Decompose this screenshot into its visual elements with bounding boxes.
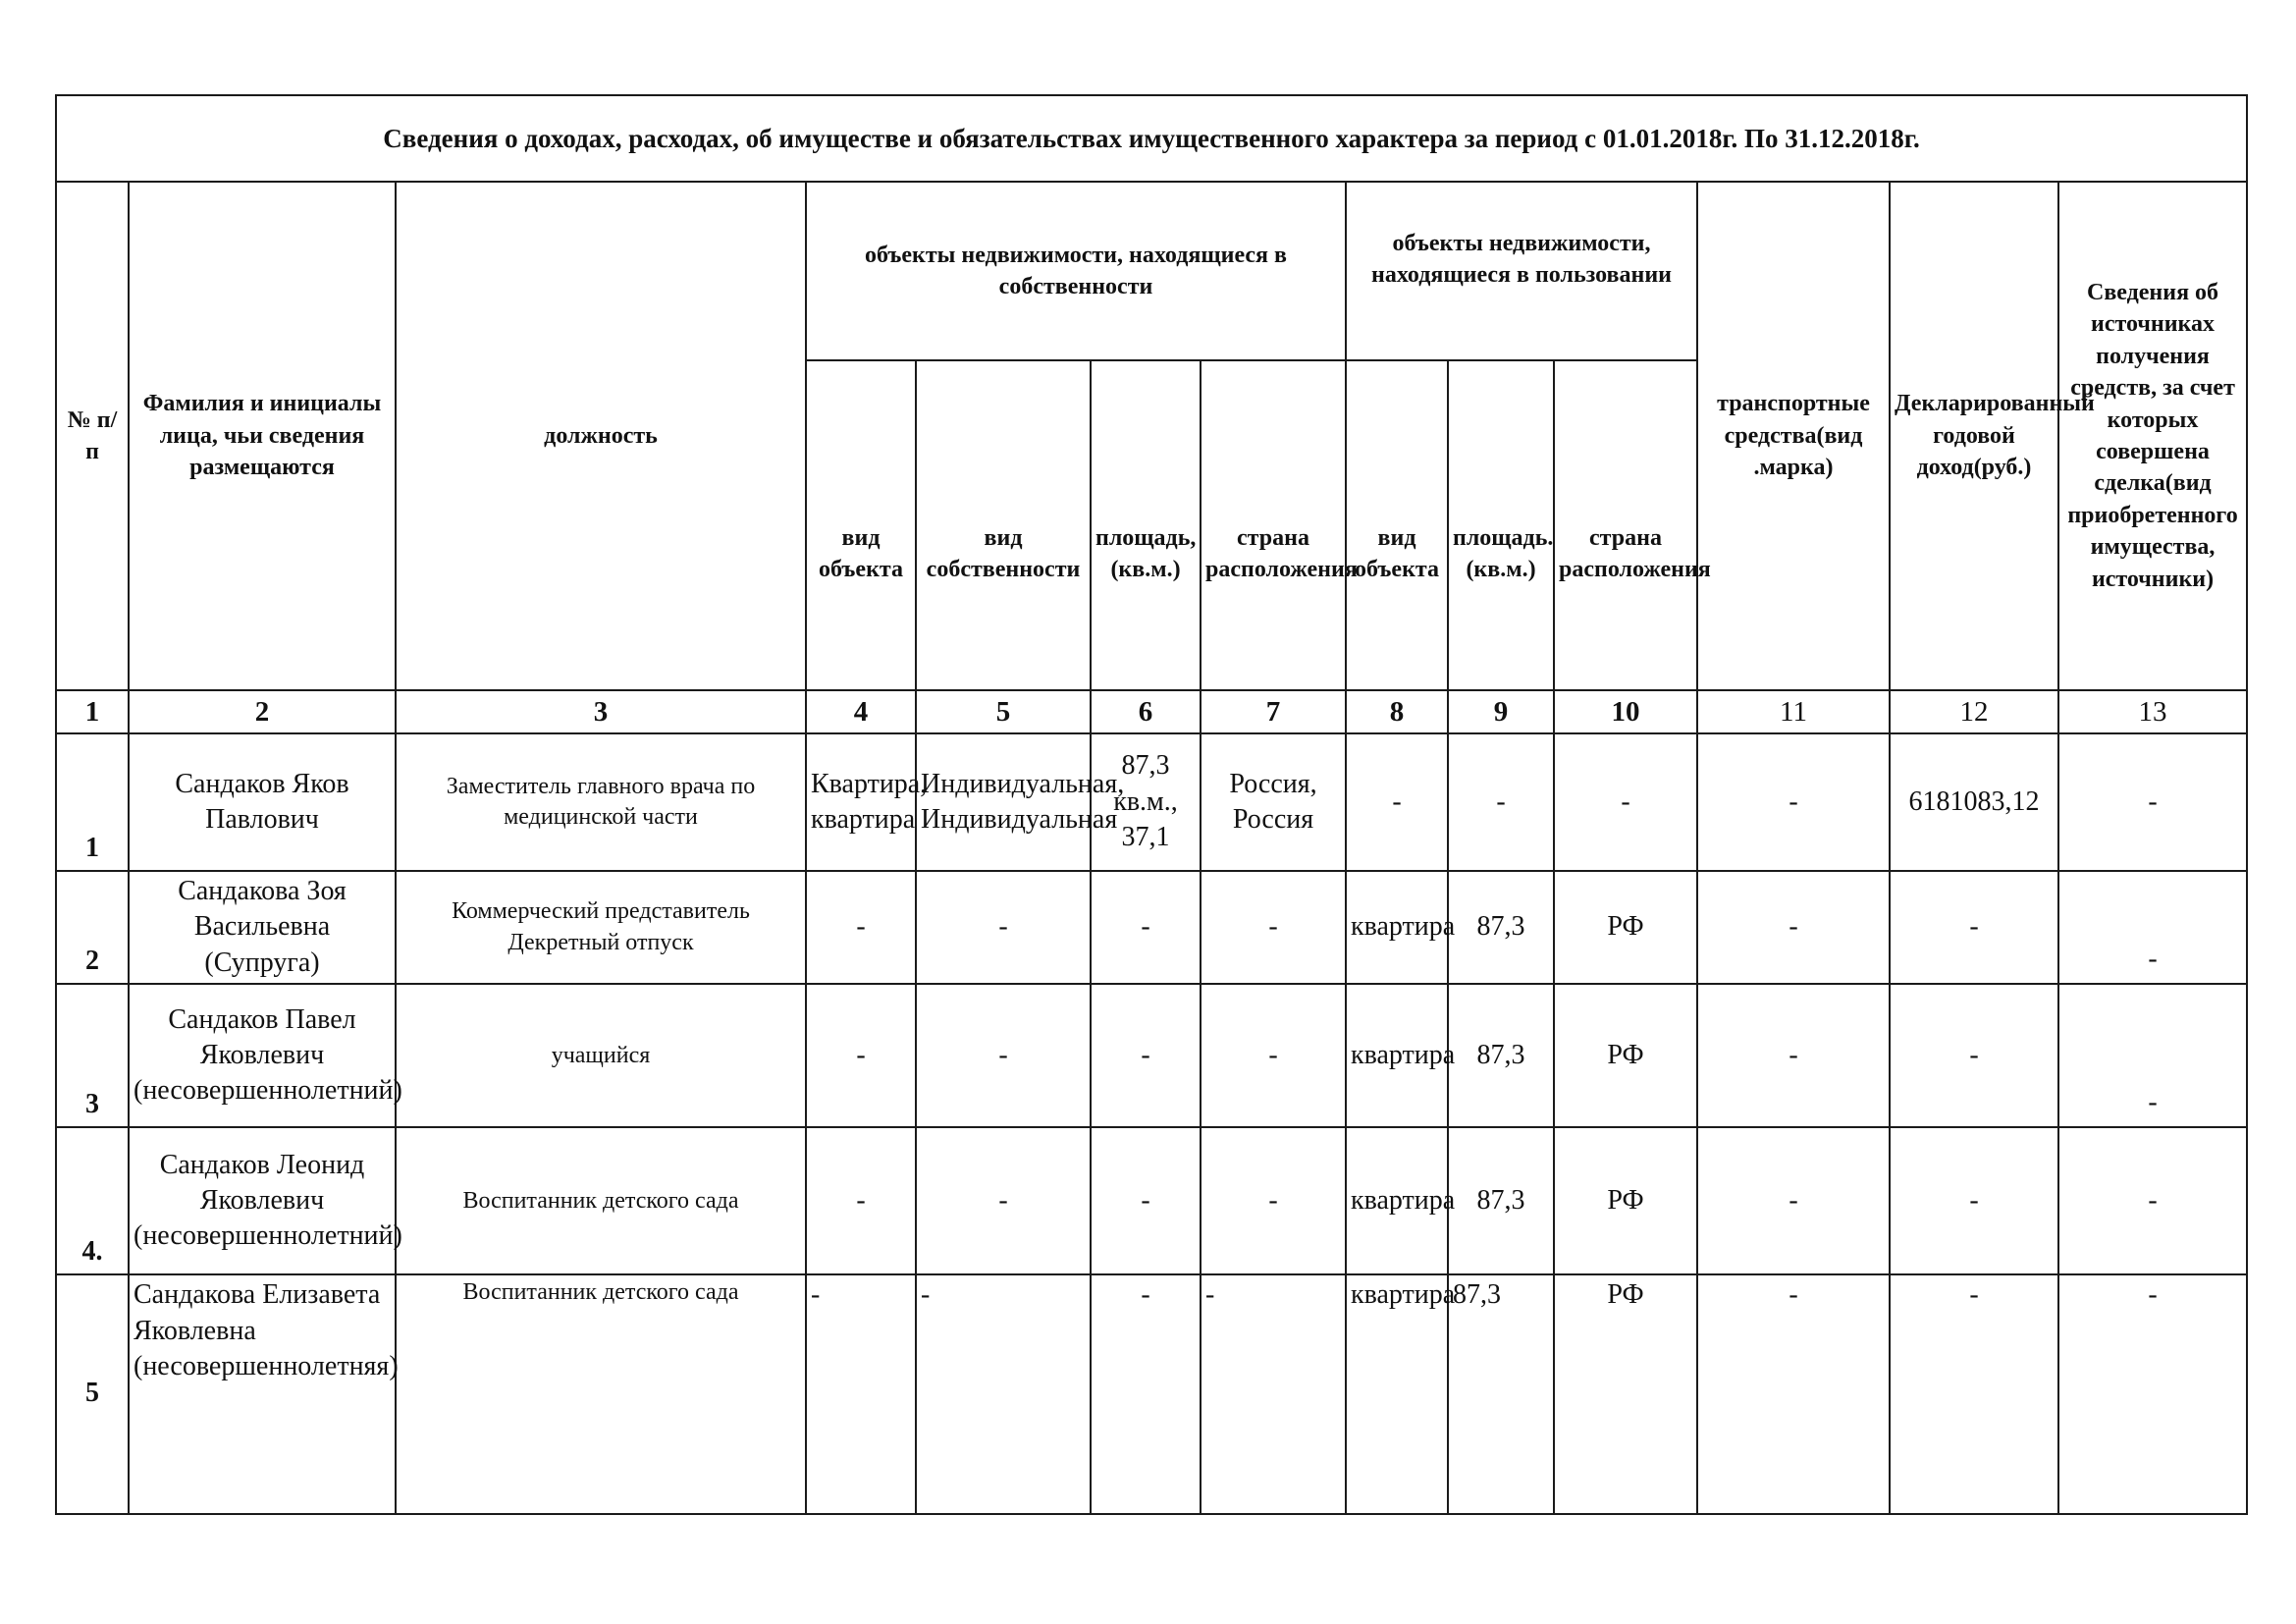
funds-sources: - <box>2058 733 2247 871</box>
used-object-type: - <box>1346 733 1448 871</box>
column-number: 2 <box>129 690 396 733</box>
header-owned-group: объекты недвижимости, находящиеся в собственности <box>806 182 1346 360</box>
header-owned-area: площадь, (кв.м.) <box>1091 360 1201 690</box>
column-number: 5 <box>916 690 1091 733</box>
owned-country: - <box>1201 871 1346 984</box>
person-name: Сандаков Леонид Яковлевич (несовершеннолетний) <box>129 1127 396 1274</box>
owned-area: 87,3 кв.м., 37,1 <box>1091 733 1201 871</box>
column-number: 1 <box>56 690 129 733</box>
row-index: 5 <box>56 1274 129 1514</box>
used-area: 87,3 <box>1448 1127 1554 1274</box>
owned-object-type: - <box>806 1127 916 1274</box>
used-object-type: квартира <box>1346 984 1448 1127</box>
header-income: Декларированный годовой доход(руб.) <box>1890 182 2058 690</box>
owned-area: - <box>1091 871 1201 984</box>
owned-ownership-type: - <box>916 871 1091 984</box>
declaration-sheet <box>55 94 2246 1547</box>
vehicles: - <box>1697 1127 1890 1274</box>
title-row <box>56 95 2247 182</box>
vehicles: - <box>1697 733 1890 871</box>
header-owned-country: страна расположения <box>1201 360 1346 690</box>
table-row <box>56 984 2247 1127</box>
column-number: 9 <box>1448 690 1554 733</box>
column-number-row <box>56 690 2247 733</box>
person-position: Воспитанник детского сада <box>396 1127 806 1274</box>
column-number: 8 <box>1346 690 1448 733</box>
owned-ownership-type: Индивидуальная, Индивидуальная <box>916 733 1091 871</box>
person-position: Заместитель главного врача по медицинской части <box>396 733 806 871</box>
row-index: 1 <box>56 733 129 871</box>
owned-country: Россия, Россия <box>1201 733 1346 871</box>
income-declaration-table <box>55 94 2248 1515</box>
header-used-group: объекты недвижимости, находящиеся в пользовании <box>1346 182 1697 360</box>
declared-income: - <box>1890 984 2058 1127</box>
used-country: - <box>1554 733 1697 871</box>
owned-country: - <box>1201 1127 1346 1274</box>
table-row <box>56 871 2247 984</box>
row-index: 3 <box>56 984 129 1127</box>
funds-sources: - <box>2058 871 2247 984</box>
funds-sources: - <box>2058 1274 2247 1514</box>
used-object-type: квартира <box>1346 871 1448 984</box>
header-position: должность <box>396 182 806 690</box>
owned-ownership-type: - <box>916 1127 1091 1274</box>
declared-income: - <box>1890 1274 2058 1514</box>
column-number: 12 <box>1890 690 2058 733</box>
owned-area: - <box>1091 1274 1201 1514</box>
header-num: № п/п <box>56 182 129 690</box>
table-row <box>56 1274 2247 1514</box>
declared-income: - <box>1890 871 2058 984</box>
person-position: учащийся <box>396 984 806 1127</box>
used-object-type: квартира <box>1346 1127 1448 1274</box>
header-owned-type: вид объекта <box>806 360 916 690</box>
owned-ownership-type: - <box>916 984 1091 1127</box>
column-number: 4 <box>806 690 916 733</box>
used-country: РФ <box>1554 1127 1697 1274</box>
header-used-country: страна расположения <box>1554 360 1697 690</box>
person-name: Сандаков Павел Яковлевич (несовершеннолетний) <box>129 984 396 1127</box>
funds-sources: - <box>2058 1127 2247 1274</box>
declared-income: - <box>1890 1127 2058 1274</box>
used-area: 87,3 <box>1448 1274 1554 1514</box>
declared-income: 6181083,12 <box>1890 733 2058 871</box>
row-index: 2 <box>56 871 129 984</box>
used-country: РФ <box>1554 871 1697 984</box>
owned-object-type: - <box>806 871 916 984</box>
used-area: - <box>1448 733 1554 871</box>
column-number: 11 <box>1697 690 1890 733</box>
owned-country: - <box>1201 1274 1346 1514</box>
person-position: Воспитанник детского сада <box>396 1274 806 1514</box>
vehicles: - <box>1697 984 1890 1127</box>
used-country: РФ <box>1554 984 1697 1127</box>
used-area: 87,3 <box>1448 984 1554 1127</box>
column-number: 3 <box>396 690 806 733</box>
vehicles: - <box>1697 871 1890 984</box>
owned-area: - <box>1091 1127 1201 1274</box>
header-row-1 <box>56 182 2247 360</box>
header-name: Фамилия и инициалы лица, чьи сведения размещаются <box>129 182 396 690</box>
column-number: 6 <box>1091 690 1201 733</box>
header-used-type: вид объекта <box>1346 360 1448 690</box>
used-country: РФ <box>1554 1274 1697 1514</box>
header-used-area: площадь. (кв.м.) <box>1448 360 1554 690</box>
funds-sources: - <box>2058 984 2247 1127</box>
header-vehicles: транспортные средства(вид .марка) <box>1697 182 1890 690</box>
owned-object-type: - <box>806 984 916 1127</box>
owned-object-type: Квартира, квартира <box>806 733 916 871</box>
owned-area: - <box>1091 984 1201 1127</box>
owned-ownership-type: - <box>916 1274 1091 1514</box>
header-sources: Сведения об источниках получения средств, за счет которых совершена сделка(вид приобретенного имущества, источники) <box>2058 182 2247 690</box>
owned-country: - <box>1201 984 1346 1127</box>
used-object-type: квартира <box>1346 1274 1448 1514</box>
used-area: 87,3 <box>1448 871 1554 984</box>
person-name: Сандакова Зоя Васильевна (Супруга) <box>129 871 396 984</box>
person-name: Сандаков Яков Павлович <box>129 733 396 871</box>
column-number: 7 <box>1201 690 1346 733</box>
table-row <box>56 733 2247 871</box>
owned-object-type: - <box>806 1274 916 1514</box>
document-title: Сведения о доходах, расходах, об имуществе и обязательствах имущественного характера за период с 01.01.2018г. По 31.12.2018г. <box>56 95 2247 182</box>
header-owned-ownership: вид собственности <box>916 360 1091 690</box>
row-index: 4. <box>56 1127 129 1274</box>
vehicles: - <box>1697 1274 1890 1514</box>
table-row <box>56 1127 2247 1274</box>
person-name: Сандакова Елизавета Яковлевна (несовершеннолетняя) <box>129 1274 396 1514</box>
column-number: 10 <box>1554 690 1697 733</box>
column-number: 13 <box>2058 690 2247 733</box>
person-position: Коммерческий представитель Декретный отпуск <box>396 871 806 984</box>
